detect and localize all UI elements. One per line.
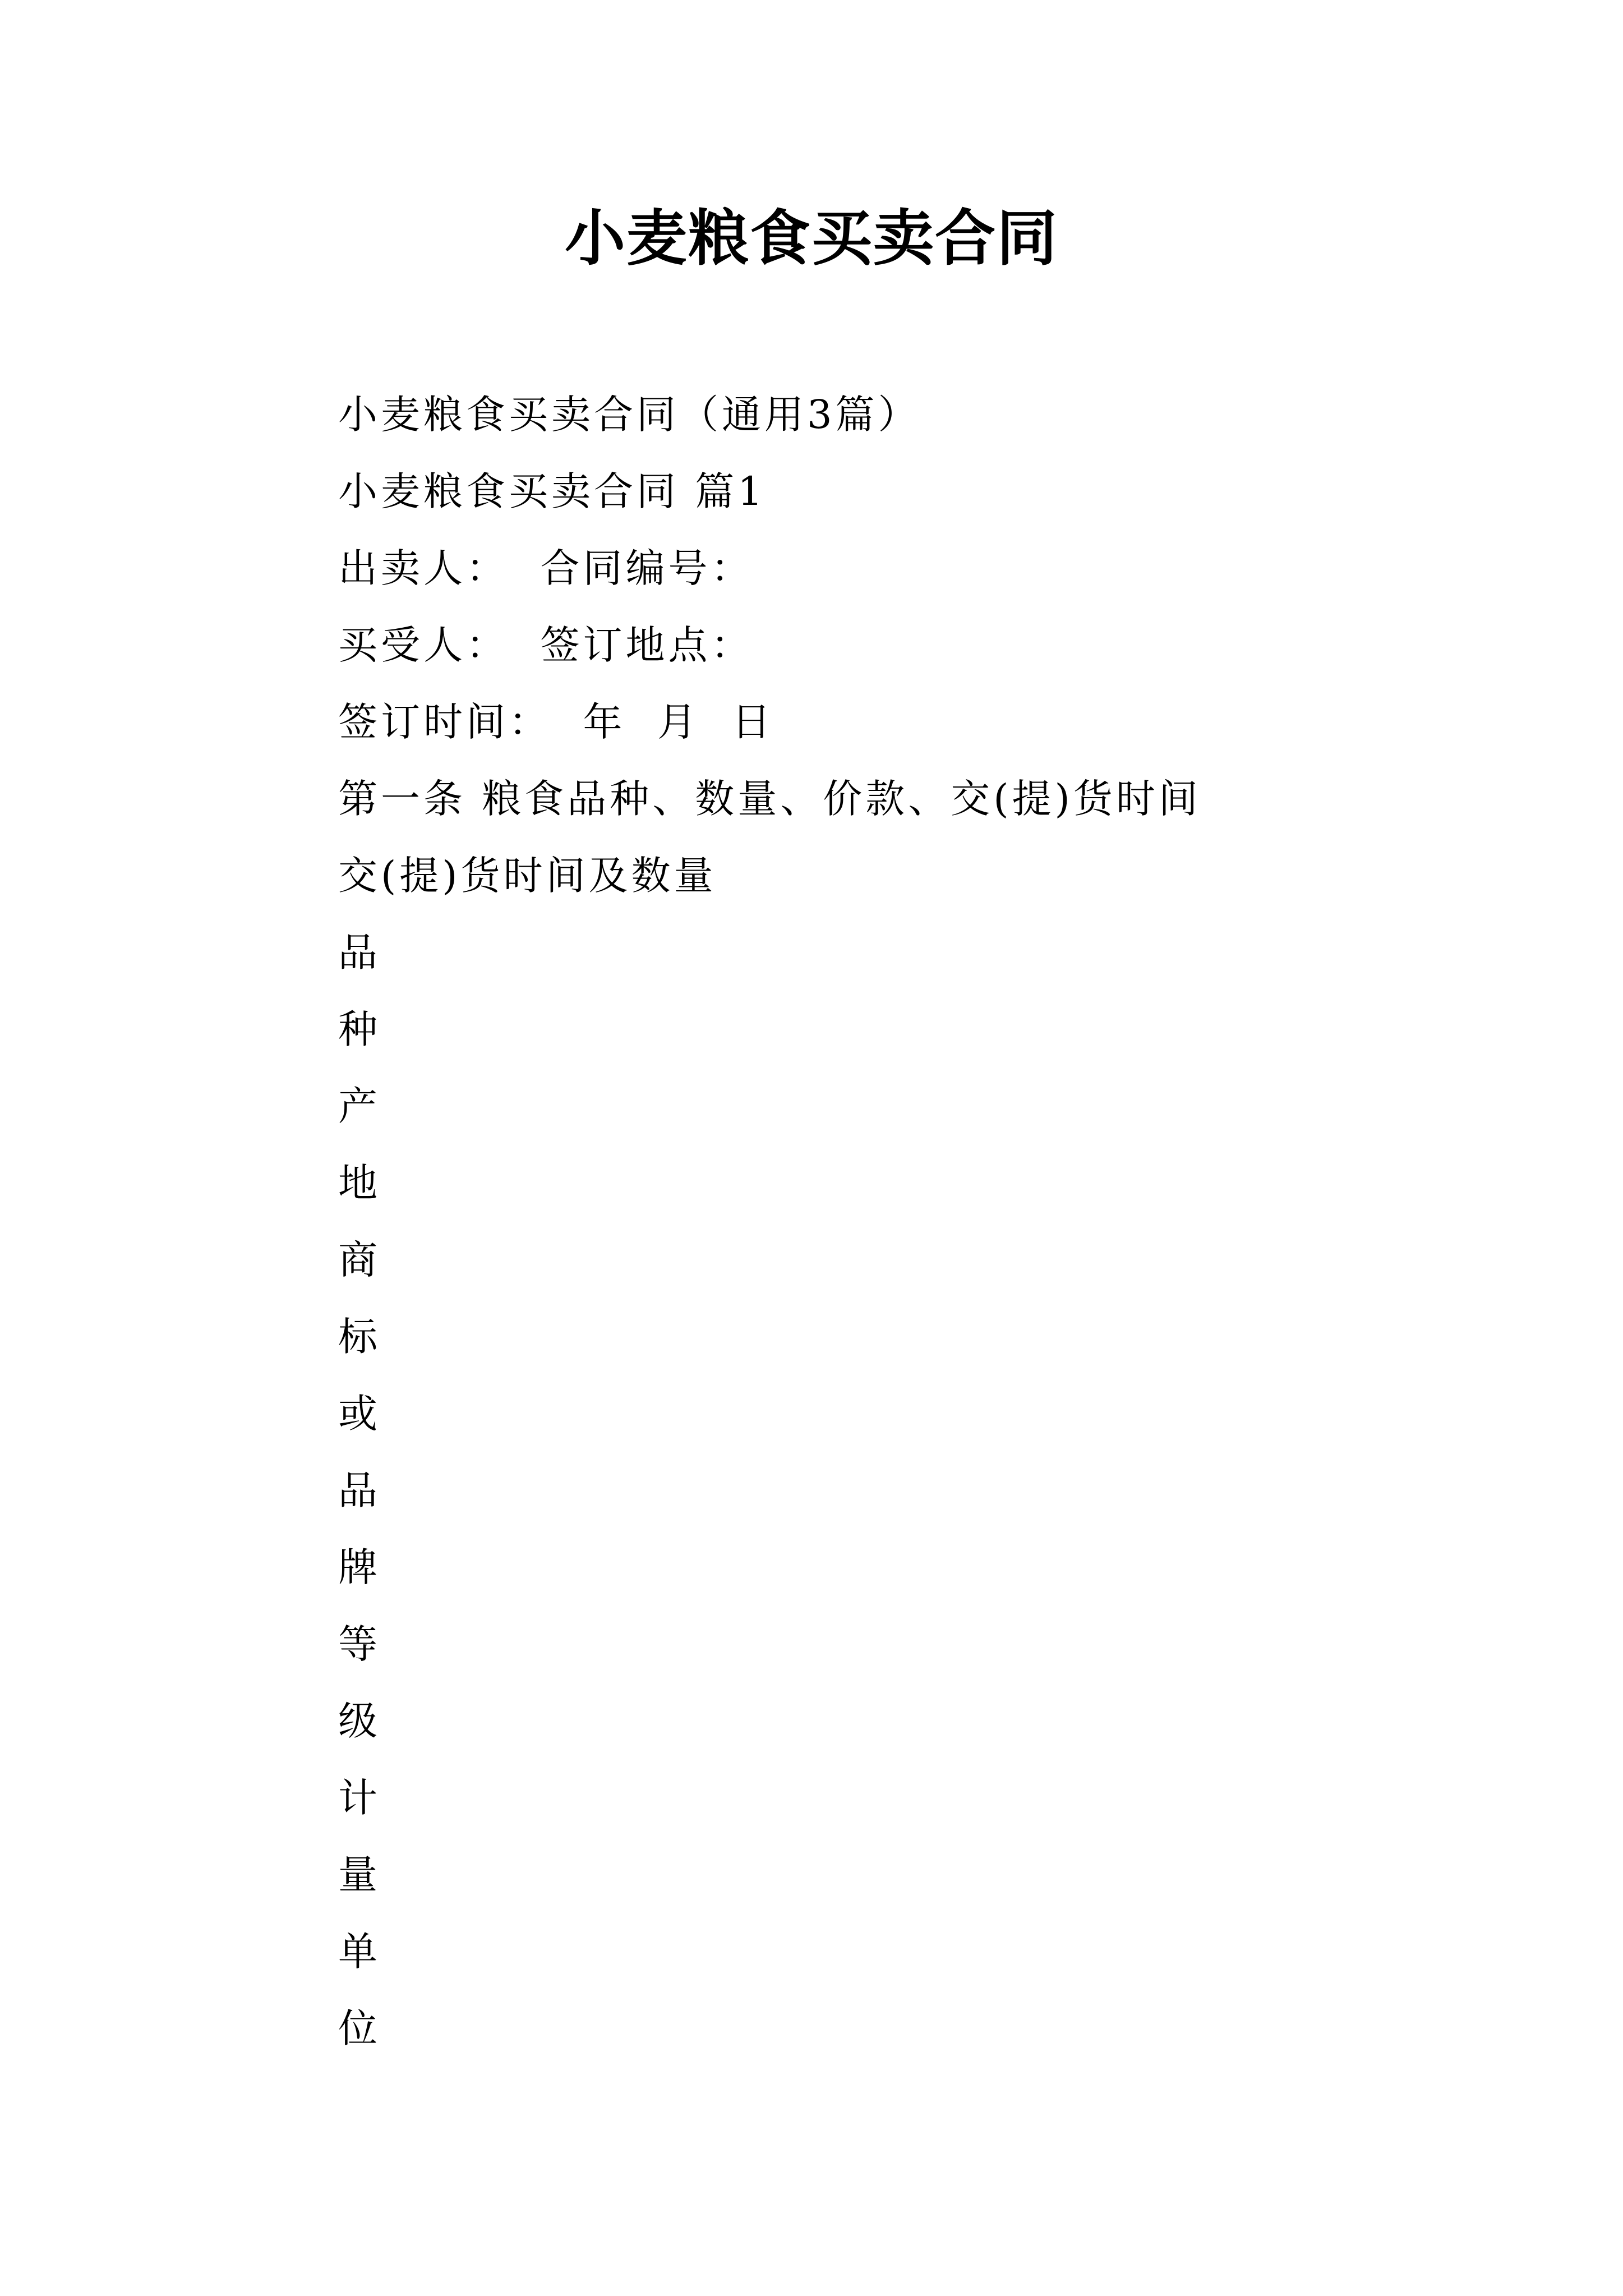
table-header-char: 等 <box>338 1621 377 1667</box>
table-header-char: 商 <box>338 1237 377 1283</box>
table-header-char: 牌 <box>338 1544 377 1590</box>
section-heading: 小麦粮食买卖合同 篇1 <box>338 468 766 514</box>
table-header-char: 品 <box>338 1467 377 1513</box>
table-header-column <box>338 914 405 2067</box>
signing-date-line: 签订时间： 年 月 日 <box>338 699 774 745</box>
table-header-char: 计 <box>338 1775 377 1821</box>
table-header-char: 地 <box>338 1160 377 1206</box>
table-header-char: 种 <box>338 1006 377 1052</box>
table-header-char: 品 <box>338 930 377 976</box>
table-header-char: 量 <box>338 1852 377 1898</box>
table-header-char: 或 <box>338 1391 377 1437</box>
delivery-time-line: 交(提)货时间及数量 <box>338 853 717 899</box>
table-header-char: 单 <box>338 1929 377 1975</box>
table-header-char: 级 <box>338 1698 377 1744</box>
buyer-line: 买受人： 签订地点： <box>338 622 754 668</box>
seller-line: 出卖人： 合同编号： <box>338 545 754 591</box>
document-body <box>338 376 1516 914</box>
document-subtitle: 小麦粮食买卖合同（通用3篇） <box>338 392 921 438</box>
table-header-char: 标 <box>338 1314 377 1360</box>
table-header-char: 产 <box>338 1083 377 1129</box>
table-header-char: 位 <box>338 2005 377 2051</box>
document-title: 小麦粮食买卖合同 <box>564 203 1058 274</box>
article-one-heading: 第一条 粮食品种、数量、价款、交(提)货时间 <box>338 776 1201 822</box>
